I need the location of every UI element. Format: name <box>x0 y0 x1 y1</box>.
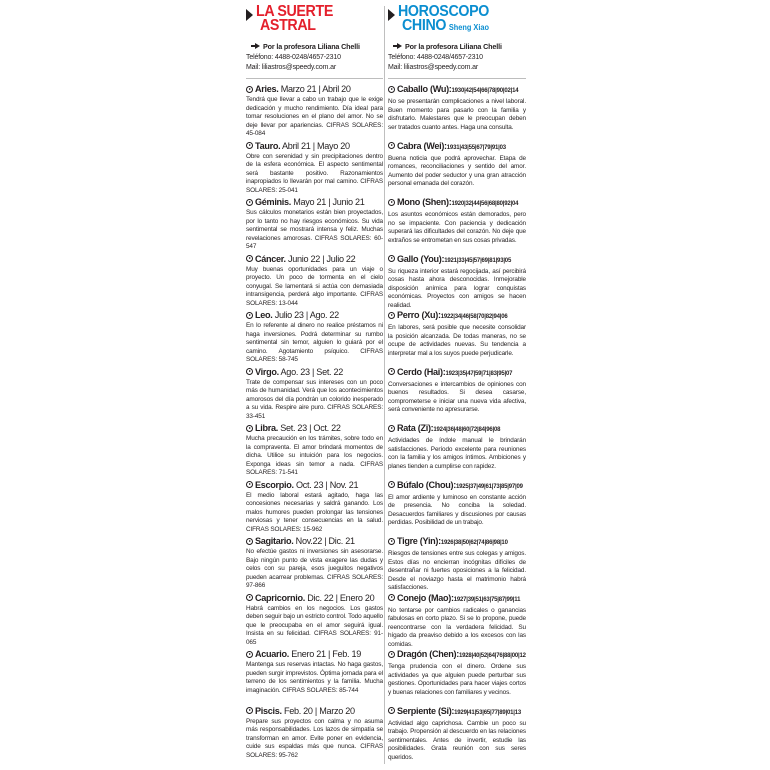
entry-title <box>388 705 526 719</box>
entry-title <box>388 535 526 549</box>
chinese-sign-list <box>388 83 526 761</box>
horoscope-entry <box>246 140 383 197</box>
bullet-arrow-icon <box>388 255 395 262</box>
entry-text: En lo referente al dinero no realice préstamos ni haga inversiones. Podrá determinar su rumbo sentimental sin temor, alguien lo guiará por el camino. Agotamiento psíquico. CIFRAS SOLARES: 58-745 <box>246 322 383 364</box>
horoscope-entry <box>388 705 526 762</box>
horoscope-entry <box>388 253 526 310</box>
astral-title-line2: ASTRAL <box>260 17 316 34</box>
author-arrow-icon <box>255 43 260 49</box>
animal-name: Cabra (Wei): <box>397 140 447 151</box>
sign-dates: Enero 21 | Feb. 19 <box>291 649 361 659</box>
sign-name: Leo. <box>255 310 273 320</box>
sign-name: Escorpio. <box>255 479 294 490</box>
entry-text: Sus cálculos monetarios están bien proyectados, por lo tanto no hay riesgos económicos. Su vida sentimental se mostrará intensa y feliz. Muchas revelaciones amorosas. CIFRAS SOLARES: 60-547 <box>246 209 383 251</box>
chinese-subtitle: Sheng Xiao <box>448 23 489 32</box>
entry-text: Actividad algo caprichosa. Cambie un poco su trabajo. Propensión al descuerdo en las relaciones sentimentales. Antes de invertir, estudie las posibilidades. Grata reunión con sus seres queridos. <box>388 719 526 761</box>
animal-years: 1930|42|54|66|78|90|02|14 <box>451 88 519 94</box>
horoscope-entry <box>388 535 526 592</box>
entry-title <box>388 140 526 154</box>
bullet-arrow-icon <box>388 538 395 545</box>
horoscope-entry <box>246 196 383 253</box>
sign-name: Aries. <box>255 84 279 94</box>
astral-column <box>246 4 383 761</box>
sign-dates: Nov.22 | Dic. 21 <box>295 536 355 546</box>
horoscope-entry <box>246 309 383 366</box>
astral-title-line1: LA SUERTE <box>256 3 333 20</box>
arrow-right-icon <box>246 9 253 21</box>
sign-name: Géminis. <box>255 197 292 207</box>
entry-text: En labores, será posible que necesite consolidar la posición alcanzada. De todas maneras, no se ocupe de actividades nuevas. Su tendencia a interpretar mal a los suyos puede perjudicarle. <box>388 324 526 357</box>
bullet-arrow-icon <box>388 86 395 93</box>
sign-name: Virgo. <box>255 366 279 377</box>
animal-name: Mono (Shen): <box>397 197 452 207</box>
sign-name: Sagitario. <box>255 536 294 546</box>
horoscope-entry <box>246 83 383 140</box>
author-text: Por la profesora Liliana Chelli <box>263 42 360 51</box>
sign-dates: Dic. 22 | Enero 20 <box>307 592 375 603</box>
sign-dates: Junio 22 | Julio 22 <box>288 253 356 264</box>
animal-name: Serpiente (Si): <box>397 705 455 716</box>
horoscope-entry <box>388 309 526 366</box>
entry-title <box>246 253 383 265</box>
horoscope-entry <box>388 366 526 423</box>
animal-years: 1927|39|51|63|75|87|99|11 <box>453 596 521 603</box>
horoscope-entry <box>246 422 383 479</box>
sign-dates: Abril 21 | Mayo 20 <box>282 140 350 151</box>
entry-title <box>246 479 383 491</box>
astral-author <box>246 42 383 53</box>
header-rule <box>388 78 526 79</box>
bullet-arrow-icon <box>388 199 395 206</box>
entry-text: Mucha precaución en los trámites, sobre todo en la compraventa. El amor brindará momentos de dicha. Utilice su intuición para los negocios. Exponga ideas sin temor a nada. CIFRAS SOLARES: 71-541 <box>246 435 383 477</box>
entry-text: No tentarse por cambios radicales o ganancias fabulosas en corto plazo. Si se lo propone, puede reencontrarse con la verdadera felicidad. Su hígado da preaviso debido a los excesos con las comidas. <box>388 606 526 648</box>
entry-text: Los asuntos económicos están demorados, pero no se impaciente. Con paciencia y dedicación superará las dificultades del corazón. No deje que extraños se entrometan en sus cosas privadas. <box>388 211 526 244</box>
bullet-arrow-icon <box>246 86 253 93</box>
entry-title <box>246 422 383 434</box>
entry-title <box>246 592 383 604</box>
animal-name: Tigre (Yin): <box>397 536 441 546</box>
bullet-arrow-icon <box>388 425 395 432</box>
column-divider <box>384 6 385 764</box>
sign-dates: Feb. 20 | Marzo 20 <box>283 705 355 716</box>
horoscope-entry <box>246 705 383 762</box>
bullet-arrow-icon <box>246 651 253 658</box>
entry-text: El medio laboral estará agitado, haga las concesiones necesarias y saldrá ganando. Los malos humores pueden prolongar las tensiones nerviosas y tener consecuencias en la salud. CIFRAS SOLARES: 15-962 <box>246 491 383 533</box>
animal-years: 1929|41|53|65|77|89|01|13 <box>454 709 521 716</box>
entry-text: Trate de compensar sus intereses con un poco más de humanidad. Verá que los acontecimientos amorosos del día pondrán un colorido inesperado a su vida. Respire aire puro. CIFRAS SOLARES: 33-451 <box>246 378 383 420</box>
entry-text: Buena noticia que podrá aprovechar. Etapa de romances, reconciliaciones y sentido del amor. Aumento del poder seductor y una gran atracción personal emanada del corazón. <box>388 154 526 188</box>
entry-title <box>388 309 526 323</box>
entry-title <box>246 366 383 378</box>
bullet-arrow-icon <box>246 255 253 262</box>
chinese-author <box>388 42 526 53</box>
sign-name: Capricornio. <box>255 592 305 603</box>
entry-text: Riesgos de tensiones entre sus colegas y amigos. Estos días no encierran incógnitas difíciles de desentrañar ni fuertes oposiciones a la felicidad. Desde el noviazgo hasta el matrimonio habrá satisfacciones. <box>388 550 526 592</box>
sign-dates: Set. 23 | Oct. 22 <box>280 423 341 433</box>
entry-text: Su riqueza interior estará regocijada, así percibirá cosas hasta ahora desconocidas. Inmejorable disposición anímica para lograr conquistas económicas. Proyectos con amigos se hacen realidad. <box>388 267 526 309</box>
entry-text: No se presentarán complicaciones a nivel laboral. Buen momento para pasarlo con la familia y disfrutarlo. Malestares que le preocupan deben ser tratados cuanto antes. Haga una consulta. <box>388 98 526 131</box>
horoscope-entry <box>388 140 526 197</box>
animal-name: Gallo (You): <box>397 253 445 264</box>
astral-phone: Teléfono: 4488-0248/4657-2310 <box>246 54 341 61</box>
entry-title <box>388 479 526 493</box>
animal-years: 1931|43|55|67|79|91|03 <box>446 144 506 151</box>
entry-text: Mantenga sus reservas intactas. No haga gastos, pueden surgir imprevistos. Óptima jornada para el terreno de los sentimientos y la familia. Mucha imaginación. CIFRAS SOLARES: 85-744 <box>246 661 383 694</box>
entry-text: Tendrá que llevar a cabo un trabajo que le exige dedicación y mucho rendimiento. Día ideal para tomar resoluciones en el plano del amor. No se deje llevar por apariencias. CIFRAS SOLARES: 45-084 <box>246 96 383 138</box>
chinese-title-line1: HOROSCOPO <box>398 3 489 20</box>
sign-dates: Ago. 23 | Set. 22 <box>280 366 344 377</box>
entry-title <box>388 366 526 380</box>
animal-years: 1921|33|45|57|69|81|93|05 <box>444 257 512 264</box>
chinese-mail: Mail: liliastros@speedy.com.ar <box>388 64 479 71</box>
bullet-arrow-icon <box>388 368 395 375</box>
zodiac-list <box>246 83 383 761</box>
entry-text: Obre con serenidad y sin precipitaciones dentro de la esfera económica. El aspecto sentimental será bastante positivo. Razonamientos inapropiados lo llevarán por mal camino. CIFRAS SOLARES: 25-041 <box>246 152 383 194</box>
horoscope-entry <box>388 479 526 536</box>
sign-dates: Julio 23 | Ago. 22 <box>274 310 339 320</box>
bullet-arrow-icon <box>388 594 395 601</box>
author-text: Por la profesora Liliana Chelli <box>405 42 502 51</box>
author-arrow-icon <box>397 43 402 49</box>
bullet-arrow-icon <box>246 312 253 319</box>
entry-title <box>388 196 526 210</box>
bullet-arrow-icon <box>246 199 253 206</box>
entry-text: Tenga prudencia con el dinero. Ordene sus actividades ya que alguien puede perturbar sus gestiones. Oportunidades para hacer viajes cortos y buenas relaciones con familiares y vecinos. <box>388 663 526 696</box>
bullet-arrow-icon <box>246 142 253 149</box>
animal-name: Conejo (Mao): <box>397 592 454 603</box>
sign-name: Tauro. <box>255 140 281 151</box>
entry-text: El amor ardiente y luminoso en constante acción de presencia. No conciba la soledad. Desacuerdos familiares y discusiones por causas perdidas. Posibilidad de un trabajo. <box>388 493 526 527</box>
animal-years: 1920|32|44|56|68|80|92|04 <box>451 201 519 207</box>
sign-dates: Mayo 21 | Junio 21 <box>293 197 365 207</box>
sign-dates: Oct. 23 | Nov. 21 <box>295 479 359 490</box>
bullet-arrow-icon <box>388 142 395 149</box>
entry-text: Muy buenas oportunidades para un viaje o proyecto. Un poco de tormenta en el cielo conyugal. Se lamentará si actúa con demasiada intransigencia, perderá algo importante. CIFRAS SOLARES: 13-044 <box>246 265 383 307</box>
animal-name: Dragón (Chen): <box>397 649 459 659</box>
horoscope-entry <box>246 479 383 536</box>
entry-text: No efectúe gastos ni inversiones sin asesorarse. Bajo ningún punto de vista exagere las dudas y celos con su pareja, esos jueguitos negativos pueden acarrear problemas. CIFRAS SOLARES: 97-866 <box>246 548 383 590</box>
horoscope-entry <box>388 422 526 479</box>
bullet-arrow-icon <box>388 481 395 488</box>
header-rule <box>246 78 383 79</box>
entry-text: Conversaciones e intercambios de opiniones con buenos resultados. Si desea casarse, comprometerse e iniciar una nueva vida afectiva, será conveniente no apresurarse. <box>388 380 526 414</box>
animal-years: 1925|37|49|61|73|85|97|09 <box>455 483 523 490</box>
sign-name: Libra. <box>255 423 278 433</box>
animal-name: Cerdo (Hai): <box>397 366 446 377</box>
bullet-arrow-icon <box>246 538 253 545</box>
horoscope-entry <box>246 648 383 705</box>
entry-title <box>246 196 383 208</box>
horoscope-entry <box>388 196 526 253</box>
entry-title <box>246 83 383 95</box>
entry-text: Habrá cambios en los negocios. Los gastos deben seguir bajo un estricto control. Todo aquello que le preocupaba en el amor seguirá igual. Insista en su felicidad. CIFRAS SOLARES: 91-065 <box>246 604 383 646</box>
animal-years: 1922|34|46|58|70|82|94|06 <box>440 314 508 320</box>
horoscope-entry <box>246 592 383 649</box>
arrow-right-icon <box>388 9 395 21</box>
animal-years: 1923|35|47|59|71|83|95|07 <box>445 370 513 377</box>
entry-title <box>246 705 383 717</box>
chinese-title-line2 <box>402 18 489 36</box>
chinese-title-word: CHINO <box>402 17 447 34</box>
entry-title <box>388 592 526 606</box>
animal-name: Perro (Xu): <box>397 310 441 320</box>
astral-mail: Mail: liliastros@speedy.com.ar <box>246 64 337 71</box>
bullet-arrow-icon <box>246 481 253 488</box>
bullet-arrow-icon <box>388 312 395 319</box>
bullet-arrow-icon <box>246 368 253 375</box>
entry-title <box>388 422 526 436</box>
chinese-phone: Teléfono: 4488-0248/4657-2310 <box>388 54 483 61</box>
entry-title <box>388 83 526 97</box>
animal-name: Rata (Zi): <box>397 423 434 433</box>
horoscope-entry <box>388 83 526 140</box>
sign-dates: Marzo 21 | Abril 20 <box>280 84 351 94</box>
bullet-arrow-icon <box>388 651 395 658</box>
horoscope-entry <box>246 366 383 423</box>
bullet-arrow-icon <box>246 594 253 601</box>
horoscope-entry <box>246 253 383 310</box>
entry-title <box>388 648 526 662</box>
horoscope-entry <box>388 592 526 649</box>
horoscope-entry <box>388 648 526 705</box>
entry-title <box>246 648 383 660</box>
sign-name: Acuario. <box>255 649 289 659</box>
entry-text: Prepare sus proyectos con calma y no asuma más responsabilidades. Los lazos de simpatía se transforman en amor. Evite poner en evidencia, cuide sus espaldas más que nunca. CIFRAS SOLARES: 95-762 <box>246 717 383 759</box>
sign-name: Piscis. <box>255 705 282 716</box>
chinese-column <box>388 4 526 761</box>
entry-text: Actividades de índole manual le brindarán satisfacciones. Período excelente para reuniones con la familia y los amigos íntimos. Ambiciones y planes tienden a cumplirse con rapidez. <box>388 437 526 470</box>
bullet-arrow-icon <box>388 707 395 714</box>
entry-title <box>246 535 383 547</box>
astral-header <box>246 4 383 42</box>
entry-title <box>388 253 526 267</box>
animal-years: 1928|40|52|64|76|88|00|12 <box>458 653 526 659</box>
animal-years: 1926|38|50|62|74|86|98|10 <box>440 540 508 546</box>
bullet-arrow-icon <box>246 425 253 432</box>
entry-title <box>246 140 383 152</box>
animal-years: 1924|36|48|60|72|84|96|08 <box>433 427 501 433</box>
horoscope-entry <box>246 535 383 592</box>
animal-name: Caballo (Wu): <box>397 84 452 94</box>
bullet-arrow-icon <box>246 707 253 714</box>
animal-name: Búfalo (Chou): <box>397 479 456 490</box>
sign-name: Cáncer. <box>255 253 286 264</box>
entry-title <box>246 309 383 321</box>
chinese-header <box>388 4 526 42</box>
